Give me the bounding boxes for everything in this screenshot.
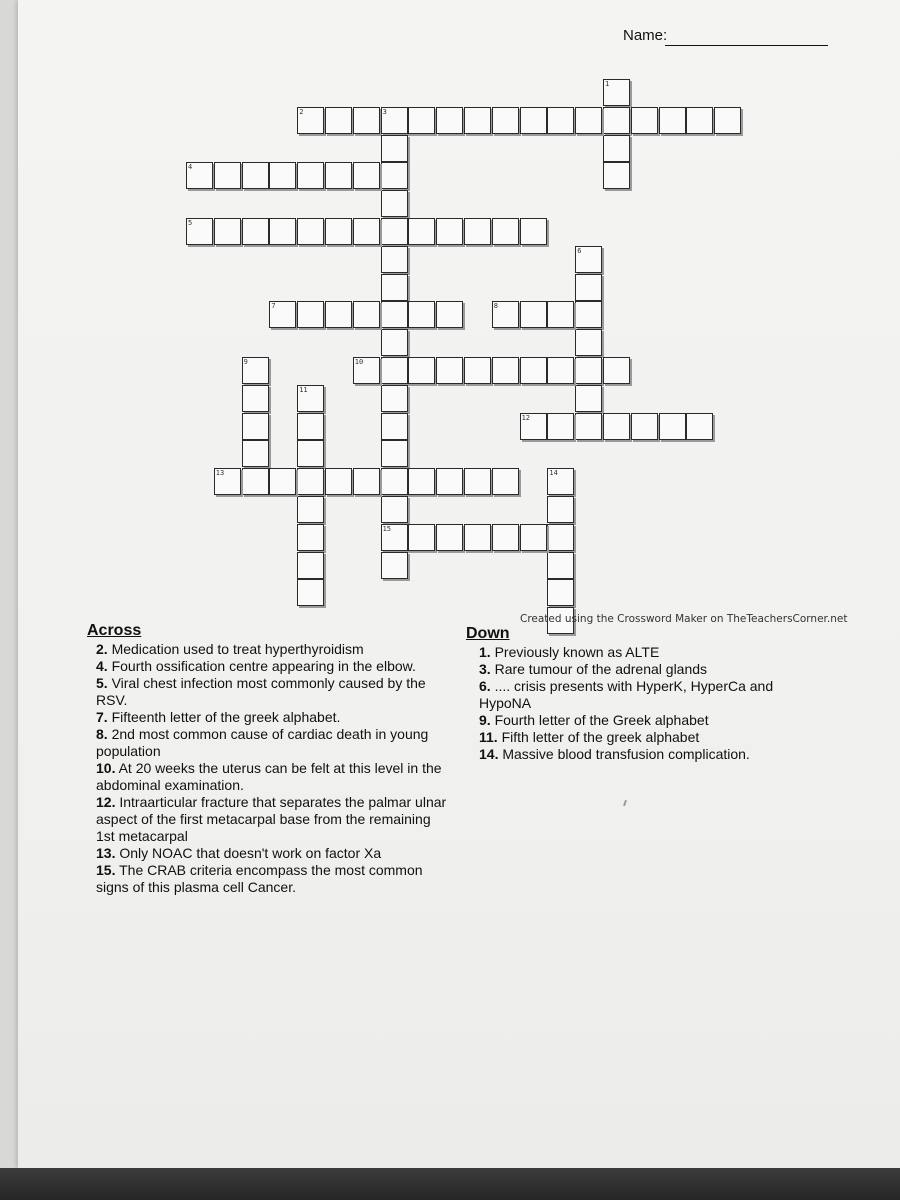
crossword-cell[interactable]: [575, 301, 602, 328]
across-clue-12: [96, 794, 452, 845]
crossword-cell[interactable]: [381, 468, 408, 495]
crossword-cell[interactable]: [603, 135, 630, 162]
clue-text: Medication used to treat hyperthyroidism: [107, 641, 364, 657]
crossword-cell[interactable]: [408, 468, 435, 495]
crossword-cell[interactable]: [381, 440, 408, 467]
crossword-cell[interactable]: [381, 274, 408, 301]
crossword-cell[interactable]: [408, 218, 435, 245]
clue-text: Fifth letter of the greek alphabet: [497, 729, 700, 745]
crossword-cell[interactable]: [242, 162, 269, 189]
down-clue-9: [479, 712, 811, 729]
crossword-cell[interactable]: [436, 218, 463, 245]
crossword-cell[interactable]: [436, 107, 463, 134]
clue-number: 6.: [479, 678, 491, 694]
clue-number-label: 6: [577, 246, 582, 255]
clue-number: 13.: [96, 845, 116, 861]
crossword-cell[interactable]: [297, 218, 324, 245]
clue-text: 2nd most common cause of cardiac death in young population: [96, 726, 429, 759]
name-label: Name:: [623, 27, 668, 44]
crossword-cell[interactable]: [520, 218, 547, 245]
crossword-cell[interactable]: [325, 301, 352, 328]
crossword-cell[interactable]: [297, 440, 324, 467]
clue-text: Viral chest infection most commonly caused by the RSV.: [96, 675, 426, 708]
crossword-cell[interactable]: [381, 246, 408, 273]
crossword-cell[interactable]: [547, 107, 574, 134]
crossword-cell[interactable]: [408, 524, 435, 551]
across-list: [87, 641, 452, 896]
crossword-cell[interactable]: [492, 524, 519, 551]
crossword-cell[interactable]: [269, 218, 296, 245]
crossword-cell[interactable]: [297, 496, 324, 523]
crossword-cell[interactable]: [436, 524, 463, 551]
table-surface: [0, 1168, 900, 1200]
crossword-cell[interactable]: [297, 524, 324, 551]
credit-line: Created using the Crossword Maker on TheTeachersCorner.net: [520, 613, 848, 625]
crossword-cell[interactable]: [520, 301, 547, 328]
clue-number: 7.: [96, 709, 108, 725]
crossword-cell[interactable]: [520, 524, 547, 551]
crossword-cell[interactable]: [603, 162, 630, 189]
crossword-cell[interactable]: [547, 552, 574, 579]
down-clue-11: [479, 729, 811, 746]
crossword-cell[interactable]: [464, 107, 491, 134]
down-clue-14: [479, 746, 811, 763]
crossword-cell[interactable]: [575, 274, 602, 301]
crossword-cell[interactable]: [520, 357, 547, 384]
clue-number-label: 7: [271, 302, 276, 311]
crossword-cell[interactable]: [547, 301, 574, 328]
crossword-cell[interactable]: [575, 413, 602, 440]
clue-number: 14.: [479, 746, 499, 762]
crossword-cell[interactable]: [269, 468, 296, 495]
crossword-cell[interactable]: [464, 357, 491, 384]
clue-text: Rare tumour of the adrenal glands: [490, 661, 708, 677]
clue-text: The CRAB criteria encompass the most common signs of this plasma cell Cancer.: [96, 862, 423, 895]
crossword-cell[interactable]: [603, 107, 630, 134]
crossword-cell[interactable]: [408, 357, 435, 384]
crossword-cell[interactable]: [659, 107, 686, 134]
crossword-cell[interactable]: [325, 107, 352, 134]
down-clue-3: [479, 661, 811, 678]
crossword-cell[interactable]: [381, 496, 408, 523]
crossword-cell[interactable]: [547, 579, 574, 606]
crossword-cell[interactable]: [603, 357, 630, 384]
crossword-cell[interactable]: [408, 301, 435, 328]
crossword-cell[interactable]: [575, 357, 602, 384]
across-clue-8: [96, 726, 452, 760]
across-clue-7: [96, 709, 452, 726]
clue-number-label: 15: [382, 524, 392, 533]
crossword-cell[interactable]: [575, 107, 602, 134]
crossword-cell[interactable]: [436, 301, 463, 328]
crossword-cell[interactable]: [575, 329, 602, 356]
crossword-cell[interactable]: [659, 413, 686, 440]
clue-text: Only NOAC that doesn't work on factor Xa: [115, 845, 382, 861]
clue-number: 10.: [96, 760, 116, 776]
crossword-cell[interactable]: [353, 301, 380, 328]
crossword-cell[interactable]: [603, 413, 630, 440]
crossword-cell[interactable]: [547, 496, 574, 523]
crossword-cell[interactable]: [464, 468, 491, 495]
crossword-cell[interactable]: [492, 468, 519, 495]
clue-text: .... crisis presents with HyperK, HyperCa and HypoNA: [479, 678, 774, 711]
across-clue-10: [96, 760, 452, 794]
clue-number-label: 4: [188, 163, 193, 172]
clue-text: Fifteenth letter of the greek alphabet.: [107, 709, 341, 725]
crossword-cell[interactable]: [492, 357, 519, 384]
across-clues: [87, 622, 452, 896]
crossword-cell[interactable]: [325, 162, 352, 189]
clue-number: 5.: [96, 675, 108, 691]
down-list: [466, 644, 811, 763]
crossword-cell[interactable]: [408, 107, 435, 134]
crossword-cell[interactable]: [547, 413, 574, 440]
crossword-cell[interactable]: [575, 385, 602, 412]
crossword-cell[interactable]: [214, 218, 241, 245]
crossword-cell[interactable]: [297, 552, 324, 579]
crossword-cell[interactable]: [631, 413, 658, 440]
clue-number: 9.: [479, 712, 491, 728]
crossword-cell[interactable]: [353, 468, 380, 495]
clue-number: 1.: [479, 644, 491, 660]
clue-number: 3.: [479, 661, 491, 677]
clue-text: Intraarticular fracture that separates the palmar ulnar aspect of the first metacarpal base from the remaining 1st metacarpal: [96, 794, 447, 844]
clue-number: 15.: [96, 862, 116, 878]
crossword-cell[interactable]: [381, 413, 408, 440]
crossword-cell[interactable]: [242, 385, 269, 412]
crossword-cell[interactable]: [492, 218, 519, 245]
crossword-cell[interactable]: [297, 413, 324, 440]
clue-number-label: 1: [605, 80, 610, 88]
crossword-cell[interactable]: [520, 107, 547, 134]
crossword-cell[interactable]: [381, 162, 408, 189]
crossword-cell[interactable]: [269, 162, 296, 189]
crossword-cell[interactable]: [353, 218, 380, 245]
clue-number: 4.: [96, 658, 108, 674]
crossword-cell[interactable]: [686, 107, 713, 134]
crossword-cell[interactable]: [242, 468, 269, 495]
crossword-cell[interactable]: [325, 468, 352, 495]
crossword-cell[interactable]: [381, 329, 408, 356]
clue-number-label: 12: [521, 413, 531, 422]
crossword-cell[interactable]: [353, 162, 380, 189]
down-heading: Down: [466, 625, 510, 642]
clue-text: Massive blood transfusion complication.: [498, 746, 750, 762]
crossword-cell[interactable]: [297, 301, 324, 328]
clue-number: 8.: [96, 726, 108, 742]
crossword-cell[interactable]: [381, 357, 408, 384]
crossword-cell[interactable]: [436, 468, 463, 495]
clue-text: Fourth letter of the Greek alphabet: [490, 712, 709, 728]
clue-text: Fourth ossification centre appearing in the elbow.: [107, 658, 416, 674]
clue-number-label: 8: [493, 302, 499, 311]
down-clues: [466, 625, 811, 763]
crossword-cell[interactable]: [381, 218, 408, 245]
crossword-cell[interactable]: [686, 413, 713, 440]
crossword-cell[interactable]: [381, 190, 408, 217]
crossword-cell[interactable]: [353, 107, 380, 134]
clue-number-label: 5: [188, 219, 193, 227]
across-clue-13: [96, 845, 452, 862]
clue-number-label: 14: [549, 469, 558, 478]
crossword-cell[interactable]: [381, 301, 408, 328]
clue-number-label: 3: [382, 107, 387, 116]
crossword-cell[interactable]: [464, 218, 491, 245]
across-clue-15: [96, 862, 452, 896]
clue-number: 12.: [96, 794, 116, 810]
crossword-cell[interactable]: [714, 107, 741, 134]
clue-number: 11.: [479, 729, 498, 745]
crossword-cell[interactable]: [242, 440, 269, 467]
clue-number-label: 11: [299, 385, 308, 394]
crossword-cell[interactable]: [214, 162, 241, 189]
crossword-cell[interactable]: [297, 468, 324, 495]
across-heading: Across: [87, 622, 142, 639]
clue-text: At 20 weeks the uterus can be felt at this level in the abdominal examination.: [96, 760, 442, 793]
crossword-cell[interactable]: [242, 413, 269, 440]
crossword-cell[interactable]: [547, 524, 574, 551]
clue-number: 2.: [96, 641, 108, 657]
crossword-cell[interactable]: [547, 357, 574, 384]
crossword-cell[interactable]: [436, 357, 463, 384]
crossword-cell[interactable]: [325, 218, 352, 245]
crossword-cell[interactable]: [492, 107, 519, 134]
crossword-cell[interactable]: [242, 218, 269, 245]
crossword-cell[interactable]: [464, 524, 491, 551]
clue-number-label: 13: [215, 469, 225, 478]
clue-number-label: 2: [299, 107, 304, 116]
across-clue-5: [96, 675, 452, 709]
crossword-cell[interactable]: [631, 107, 658, 134]
crossword-cell[interactable]: [381, 385, 408, 412]
across-clue-4: [96, 658, 452, 675]
down-clue-1: [479, 644, 811, 661]
crossword-cell[interactable]: [297, 579, 324, 606]
crossword-cell[interactable]: [297, 162, 324, 189]
crossword-cell[interactable]: [381, 552, 408, 579]
crossword-cell[interactable]: [381, 135, 408, 162]
clue-text: Previously known as ALTE: [490, 644, 660, 660]
clue-number-label: 10: [354, 358, 364, 366]
clue-number-label: 9: [243, 358, 248, 366]
across-clue-2: [96, 641, 452, 658]
down-clue-6: [479, 678, 811, 712]
